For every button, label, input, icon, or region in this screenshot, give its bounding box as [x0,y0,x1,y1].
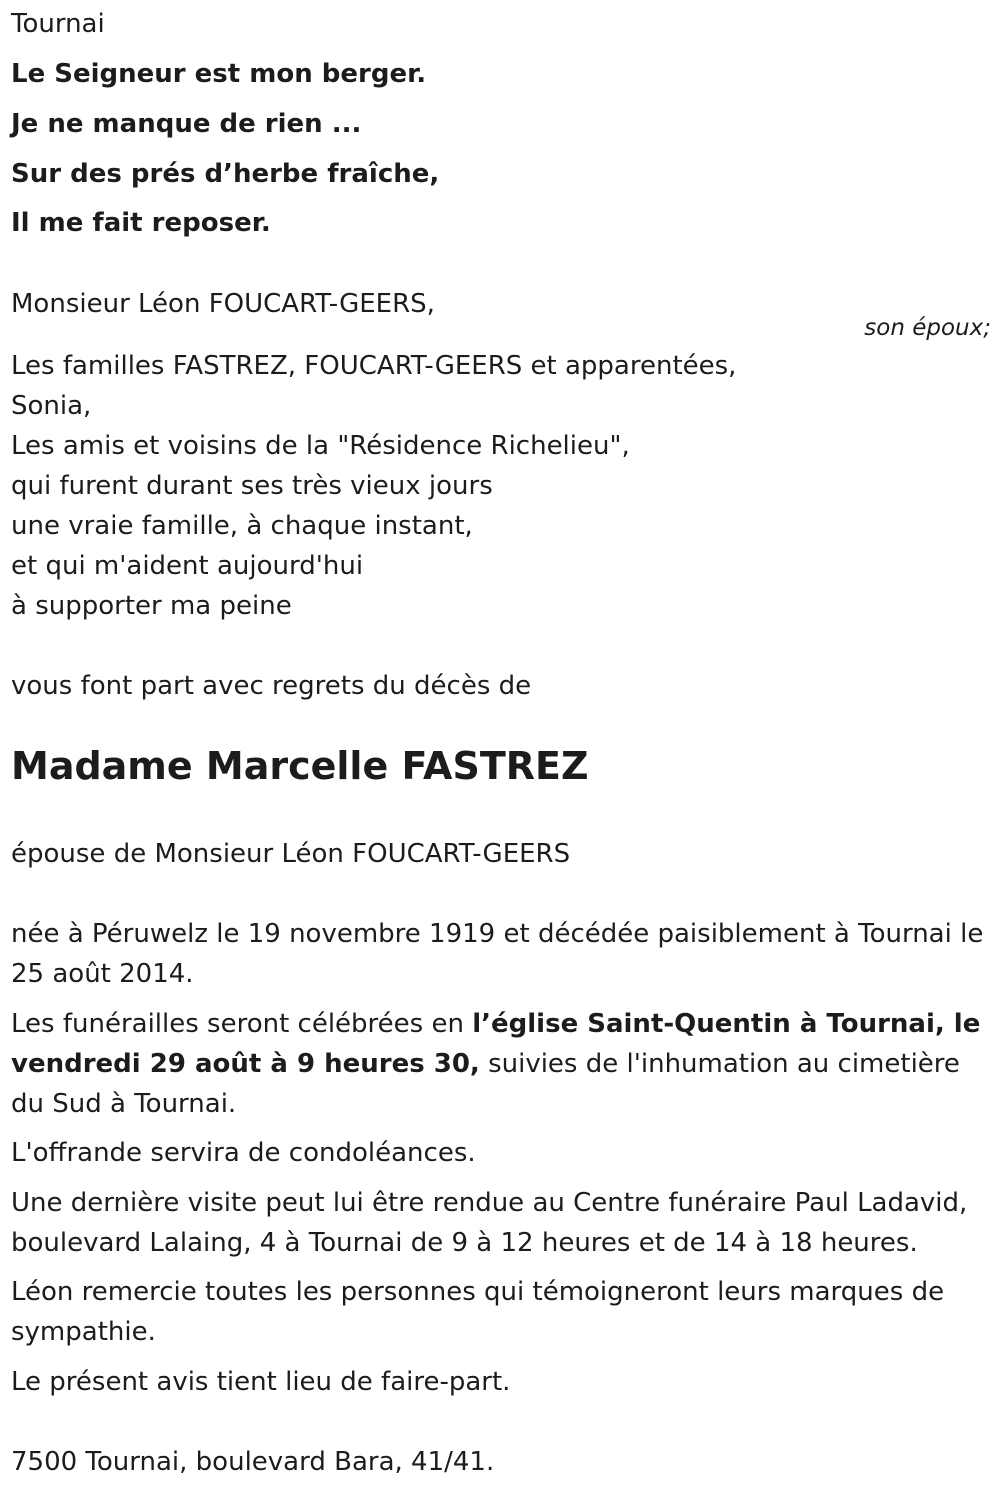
mourner-line: Les familles FASTREZ, FOUCART-GEERS et apparentées, [11,351,737,381]
address-text: 7500 Tournai, boulevard Bara, 41/41. [11,1447,495,1477]
notice-text: Le présent avis tient lieu de faire-part. [11,1367,511,1397]
mourner-line: qui furent durant ses très vieux jours [11,471,493,501]
spouse-name: Monsieur Léon FOUCART-GEERS, [11,289,435,319]
announcement-text: vous font part avec regrets du décès de [11,671,532,701]
funeral-details [11,1004,991,1124]
mourner-line: et qui m'aident aujourd'hui [11,551,364,581]
psalm-line-4: Il me fait reposer. [11,208,271,238]
thanks-text: Léon remercie toutes les personnes qui témoigneront leurs marques de sympathie. [11,1277,945,1347]
spouse-of-text: épouse de Monsieur Léon FOUCART-GEERS [11,839,571,869]
mourner-line: à supporter ma peine [11,591,292,621]
mourner-line: Les amis et voisins de la "Résidence Richelieu", [11,431,630,461]
birth-death-text: née à Péruwelz le 19 novembre 1919 et décédée paisiblement à Tournai le 25 août 2014. [11,919,984,989]
deceased-name: Madame Marcelle FASTREZ [11,744,589,788]
location-heading: Tournai [11,9,105,39]
funeral-church-date: l’église Saint-Quentin à Tournai, le vendredi 29 août à 9 heures 30, [11,1009,981,1079]
mourner-line: une vraie famille, à chaque instant, [11,511,473,541]
mourner-line: Sonia, [11,391,92,421]
psalm-line-3: Sur des prés d’herbe fraîche, [11,159,440,189]
spouse-relation: son époux; [864,315,991,341]
offering-text: L'offrande servira de condoléances. [11,1138,476,1168]
psalm-line-1: Le Seigneur est mon berger. [11,59,427,89]
psalm-line-2: Je ne manque de rien ... [11,109,362,139]
visit-text: Une dernière visite peut lui être rendue au Centre funéraire Paul Ladavid, boulevard Lalaing, 4 à Tournai de 9 à 12 heures et de 14 à 18 heures. [11,1188,968,1258]
funeral-prefix: Les funérailles seront célébrées en [11,1009,473,1039]
funeral-suffix: suivies de l'inhumation au cimetière du Sud à Tournai. [11,1049,960,1119]
